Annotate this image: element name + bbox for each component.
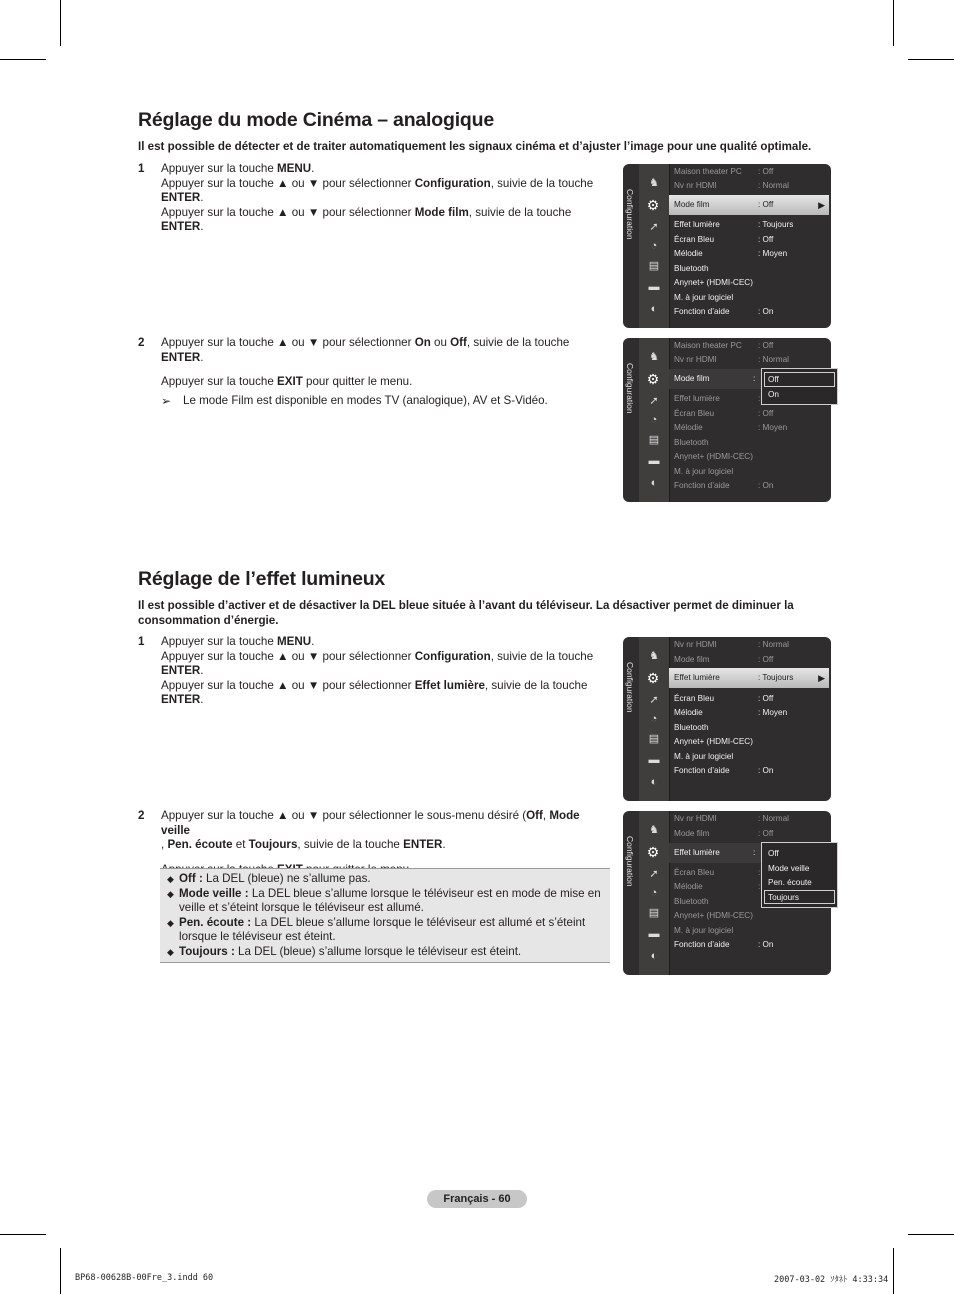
- crop-mark: [0, 1234, 46, 1235]
- row-value: : On: [758, 766, 774, 775]
- crop-mark: [893, 0, 894, 46]
- picture-icon[interactable]: ♞: [649, 177, 659, 189]
- text: Appuyer sur la touche: [161, 162, 278, 175]
- step-number: 1: [138, 635, 145, 648]
- row-value: :: [753, 374, 756, 383]
- step-2-cinema: [138, 336, 608, 408]
- arrow-right-icon: ▶: [818, 200, 825, 210]
- row-label: Mélodie: [674, 882, 703, 891]
- text: Appuyer sur la touche ▲ ou ▼ pour sélectionner: [161, 336, 415, 349]
- menu-mode-film: Mode film: [414, 205, 469, 219]
- application-icon[interactable]: ▬: [648, 928, 660, 940]
- menu-row[interactable]: [674, 827, 826, 841]
- key-enter: ENTER: [161, 693, 201, 707]
- input-icon[interactable]: ▤: [648, 733, 660, 745]
- menu-tab-label: Configuration: [625, 662, 635, 713]
- menu-row[interactable]: [674, 179, 826, 193]
- row-value: : Off: [758, 409, 774, 418]
- menu-row[interactable]: [674, 262, 826, 276]
- text: .: [200, 220, 204, 234]
- note-arrow-icon: ➢: [161, 393, 172, 408]
- row-value: : Normal: [758, 814, 789, 823]
- imprint-stamp: 2007-03-02 ｿﾀﾈﾄ 4:33:34: [774, 1275, 889, 1285]
- channel-icon[interactable]: ◔: [650, 713, 658, 725]
- menu-effet-lumiere: Effet lumière: [414, 678, 485, 692]
- application-icon[interactable]: ▬: [648, 754, 660, 766]
- text: Appuyer sur la touche: [161, 635, 278, 648]
- row-value: : Off: [758, 167, 774, 176]
- text: et: [232, 838, 249, 852]
- step-1-effet: [138, 635, 608, 708]
- popup-option[interactable]: Toujours: [764, 890, 835, 905]
- row-label: Écran Bleu: [674, 868, 715, 877]
- row-value: : Off: [758, 235, 774, 244]
- picture-icon[interactable]: ♞: [649, 650, 659, 662]
- option-off: Off: [526, 809, 543, 822]
- row-value: : Toujours: [758, 220, 794, 229]
- row-label: Nv nr HDMI: [674, 355, 717, 364]
- section-title-cinema: Réglage du mode Cinéma – analogique: [138, 109, 494, 131]
- menu-row[interactable]: [674, 909, 826, 923]
- row-label: M. à jour logiciel: [674, 293, 734, 302]
- row-label: Bluetooth: [674, 264, 709, 273]
- section-intro-effet-lumineux: Il est possible d’activer et de désactiver la DEL bleue située à l’avant du téléviseur. La désactiver permet de diminuer la consommation d’énergie.: [138, 599, 794, 627]
- row-label: Effet lumière: [674, 220, 720, 229]
- menu-row[interactable]: [674, 764, 826, 778]
- imprint-file: BP68-00628B-00Fre_3.indd 60: [75, 1273, 214, 1283]
- row-label: Anynet+ (HDMI-CEC): [674, 911, 753, 920]
- menu-row[interactable]: [674, 233, 826, 247]
- text: Appuyer sur la touche ▲ ou ▼ pour sélectionner: [161, 649, 415, 663]
- key-enter: ENTER: [403, 838, 443, 852]
- key-enter: ENTER: [161, 220, 201, 234]
- sound-icon[interactable]: ➚: [649, 221, 659, 233]
- menu-row-selected[interactable]: [669, 195, 829, 215]
- text: .: [442, 838, 446, 852]
- option-desc: La DEL (bleue) s’allume lorsque le téléviseur est éteint.: [234, 944, 522, 958]
- menu-row[interactable]: [674, 465, 826, 479]
- support-icon[interactable]: ◐: [650, 950, 658, 962]
- menu-row[interactable]: [674, 165, 826, 179]
- list-item: [164, 872, 606, 887]
- tv-menu-panel-2: [623, 338, 831, 502]
- row-label: Effet lumière: [674, 394, 720, 403]
- menu-row[interactable]: [674, 339, 826, 353]
- row-value: : On: [758, 481, 774, 490]
- option-desc: La DEL bleue s’allume lorsque le téléviseur est allumé et s’éteint lorsque le téléviseur est éteint.: [179, 915, 586, 943]
- key-enter: ENTER: [161, 191, 201, 205]
- menu-row[interactable]: [674, 436, 826, 450]
- option-mode-veille: Mode veille: [161, 809, 580, 837]
- row-label: Anynet+ (HDMI-CEC): [674, 737, 753, 746]
- section-intro-cinema: Il est possible de détecter et de traiter automatiquement les signaux cinéma et d’ajuster l’image pour une qualité optimale.: [138, 140, 812, 153]
- menu-row[interactable]: [674, 291, 826, 305]
- menu-tab-label: Configuration: [625, 189, 635, 240]
- key-enter: ENTER: [161, 664, 201, 678]
- row-label: Mélodie: [674, 708, 703, 717]
- popup-option[interactable]: Off: [768, 849, 779, 858]
- step-number: 1: [138, 162, 145, 175]
- row-label: Fonction d’aide: [674, 766, 730, 775]
- input-icon[interactable]: ▤: [648, 907, 660, 919]
- row-label: Fonction d’aide: [674, 307, 730, 316]
- option-on: On: [414, 336, 431, 349]
- row-label: Effet lumière: [674, 848, 720, 857]
- text: , suivie de la touche: [490, 649, 594, 663]
- menu-row[interactable]: [674, 750, 826, 764]
- option-popup: [761, 368, 838, 405]
- text: , suivie de la touche: [484, 678, 588, 692]
- menu-row[interactable]: [674, 479, 826, 493]
- crop-mark: [893, 1248, 894, 1294]
- channel-icon[interactable]: ◔: [650, 240, 658, 252]
- crop-mark: [0, 59, 46, 60]
- menu-row[interactable]: [674, 721, 826, 735]
- key-menu: MENU: [277, 635, 312, 648]
- diamond-icon: ◆: [167, 917, 174, 928]
- text: .: [200, 664, 204, 678]
- support-icon[interactable]: ◐: [650, 477, 658, 489]
- sound-icon[interactable]: ➚: [649, 868, 659, 880]
- text: .: [200, 350, 204, 364]
- tv-menu-panel-3: [623, 637, 831, 801]
- option-pen-ecoute: Pen. écoute: [167, 838, 233, 852]
- options-list: [160, 868, 610, 963]
- row-label: Nv nr HDMI: [674, 640, 717, 649]
- row-label: Écran Bleu: [674, 235, 715, 244]
- tv-menu-panel-4: [623, 811, 831, 975]
- option-desc: La DEL (bleue) ne s’allume pas.: [202, 872, 371, 885]
- text: ,: [542, 809, 550, 822]
- row-label: Mode film: [674, 374, 710, 383]
- row-value: :: [758, 882, 761, 891]
- menu-row[interactable]: [674, 692, 826, 706]
- menu-tab: [623, 811, 638, 975]
- option-term: Toujours :: [179, 944, 235, 958]
- text: .: [311, 635, 315, 648]
- key-enter: ENTER: [161, 350, 201, 364]
- row-label: Effet lumière: [674, 673, 720, 682]
- text: ou: [430, 336, 451, 349]
- row-value: : Off: [758, 655, 774, 664]
- menu-icon-column: [639, 637, 669, 801]
- row-label: Bluetooth: [674, 723, 709, 732]
- row-value: : Toujours: [758, 673, 794, 682]
- row-value: :: [758, 868, 761, 877]
- diamond-icon: ◆: [167, 888, 174, 899]
- option-term: Mode veille :: [179, 886, 249, 900]
- key-exit: EXIT: [277, 375, 303, 389]
- menu-tab: [623, 637, 638, 801]
- menu-row[interactable]: [674, 218, 826, 232]
- row-label: Écran Bleu: [674, 694, 715, 703]
- row-value: : Off: [758, 200, 774, 209]
- row-label: Mode film: [674, 829, 710, 838]
- text: , suivie de la touche: [466, 336, 570, 349]
- menu-row[interactable]: [674, 812, 826, 826]
- option-off: Off: [450, 336, 467, 349]
- menu-row[interactable]: [674, 450, 826, 464]
- diamond-icon: ◆: [167, 874, 174, 884]
- page-number: Français - 60: [427, 1190, 527, 1208]
- arrow-right-icon: ▶: [818, 673, 825, 683]
- input-icon[interactable]: ▤: [648, 260, 660, 272]
- application-icon[interactable]: ▬: [648, 281, 660, 293]
- crop-mark: [60, 1248, 61, 1294]
- row-label: M. à jour logiciel: [674, 926, 734, 935]
- row-label: Nv nr HDMI: [674, 814, 717, 823]
- channel-icon[interactable]: ◔: [650, 887, 658, 899]
- popup-option[interactable]: On: [768, 389, 779, 399]
- diamond-icon: ◆: [167, 946, 174, 957]
- text: , suivie de la touche: [468, 205, 572, 219]
- text: Appuyer sur la touche ▲ ou ▼ pour sélectionner le sous-menu désiré (: [161, 809, 527, 822]
- step-1-cinema: [138, 162, 608, 235]
- crop-mark: [60, 0, 61, 46]
- menu-row[interactable]: [674, 353, 826, 367]
- setup-icon[interactable]: ⚙: [646, 371, 660, 387]
- row-value: : On: [758, 307, 774, 316]
- list-item: [164, 887, 606, 916]
- row-value: : Normal: [758, 181, 789, 190]
- support-icon[interactable]: ◐: [650, 776, 658, 788]
- popup-option[interactable]: Mode veille: [768, 863, 810, 873]
- list-item: [164, 916, 606, 945]
- menu-icon-column: [639, 164, 669, 328]
- row-value: : Normal: [758, 640, 789, 649]
- text: Appuyer sur la touche ▲ ou ▼ pour sélectionner: [161, 176, 415, 190]
- option-desc: La DEL bleue s’allume lorsque le téléviseur est en mode de mise en veille et s’éteint lorsque le téléviseur est allumé.: [179, 886, 601, 914]
- row-label: Anynet+ (HDMI-CEC): [674, 278, 753, 287]
- row-value: :: [753, 848, 756, 857]
- option-term: Off :: [179, 872, 203, 885]
- menu-tab-label: Configuration: [625, 363, 635, 414]
- row-label: Mélodie: [674, 249, 703, 258]
- menu-row[interactable]: [674, 706, 826, 720]
- menu-row[interactable]: [674, 407, 826, 421]
- sound-icon[interactable]: ➚: [649, 395, 659, 407]
- row-value: : Moyen: [758, 423, 788, 432]
- step-number: 2: [138, 336, 145, 349]
- row-label: Fonction d’aide: [674, 940, 730, 949]
- menu-row[interactable]: [674, 247, 826, 261]
- key-menu: MENU: [277, 162, 312, 175]
- picture-icon[interactable]: ♞: [649, 351, 659, 363]
- menu-row[interactable]: [674, 276, 826, 290]
- popup-option[interactable]: Off: [764, 372, 835, 387]
- note: [161, 394, 608, 409]
- row-value: : Normal: [758, 355, 789, 364]
- row-label: Maison theater PC: [674, 341, 742, 350]
- text: , suivie de la touche: [490, 176, 594, 190]
- picture-icon[interactable]: ♞: [649, 824, 659, 836]
- popup-option[interactable]: Pen. écoute: [768, 878, 812, 887]
- row-label: Écran Bleu: [674, 409, 715, 418]
- row-label: Mélodie: [674, 423, 703, 432]
- crop-mark: [908, 1234, 954, 1235]
- text: Appuyer sur la touche: [161, 375, 278, 389]
- text: Appuyer sur la touche ▲ ou ▼ pour sélectionner: [161, 678, 415, 692]
- row-label: Bluetooth: [674, 897, 709, 906]
- row-value: : Off: [758, 341, 774, 350]
- text: , suivie de la touche: [297, 838, 404, 852]
- menu-icon-column: [639, 338, 669, 502]
- row-label: Mode film: [674, 200, 710, 209]
- row-value: : On: [758, 940, 774, 949]
- menu-row[interactable]: [674, 653, 826, 667]
- row-label: Mode film: [674, 655, 710, 664]
- row-label: Fonction d’aide: [674, 481, 730, 490]
- menu-row[interactable]: [674, 305, 826, 319]
- application-icon[interactable]: ▬: [648, 455, 660, 467]
- menu-row[interactable]: [674, 638, 826, 652]
- row-label: M. à jour logiciel: [674, 467, 734, 476]
- menu-row-selected[interactable]: [669, 668, 829, 688]
- setup-icon[interactable]: ⚙: [646, 197, 660, 213]
- input-icon[interactable]: ▤: [648, 434, 660, 446]
- row-value: : Moyen: [758, 249, 788, 258]
- row-value: : Off: [758, 694, 774, 703]
- setup-icon[interactable]: ⚙: [646, 844, 660, 860]
- menu-row[interactable]: [674, 924, 826, 938]
- note-text: Le mode Film est disponible en modes TV (analogique), AV et S-Vidéo.: [183, 393, 548, 407]
- sound-icon[interactable]: ➚: [649, 694, 659, 706]
- text: pour quitter le menu.: [302, 375, 413, 389]
- support-icon[interactable]: ◐: [650, 303, 658, 315]
- crop-mark: [908, 59, 954, 60]
- menu-row[interactable]: [674, 735, 826, 749]
- text: ,: [161, 838, 168, 852]
- row-value: : Moyen: [758, 708, 788, 717]
- row-label: Maison theater PC: [674, 167, 742, 176]
- menu-tab: [623, 338, 638, 502]
- menu-tab-label: Configuration: [625, 836, 635, 887]
- text: .: [200, 191, 204, 205]
- row-label: Anynet+ (HDMI-CEC): [674, 452, 753, 461]
- menu-row[interactable]: [674, 938, 826, 952]
- row-label: M. à jour logiciel: [674, 752, 734, 761]
- text: .: [311, 162, 315, 175]
- text: .: [200, 693, 204, 707]
- menu-row[interactable]: [674, 421, 826, 435]
- row-label: Nv nr HDMI: [674, 181, 717, 190]
- tv-menu-panel-1: [623, 164, 831, 328]
- menu-icon-column: [639, 811, 669, 975]
- section-title-effet-lumineux: Réglage de l’effet lumineux: [138, 568, 386, 590]
- menu-configuration: Configuration: [414, 176, 491, 190]
- row-value: :: [758, 394, 761, 403]
- step-number: 2: [138, 809, 145, 822]
- option-popup: [761, 842, 838, 908]
- row-value: : Off: [758, 829, 774, 838]
- option-term: Pen. écoute :: [179, 915, 252, 929]
- list-item: [164, 945, 606, 960]
- menu-tab: [623, 164, 638, 328]
- setup-icon[interactable]: ⚙: [646, 670, 660, 686]
- menu-configuration: Configuration: [414, 649, 491, 663]
- row-label: Bluetooth: [674, 438, 709, 447]
- option-toujours: Toujours: [248, 838, 298, 852]
- channel-icon[interactable]: ◔: [650, 414, 658, 426]
- text: Appuyer sur la touche ▲ ou ▼ pour sélectionner: [161, 205, 415, 219]
